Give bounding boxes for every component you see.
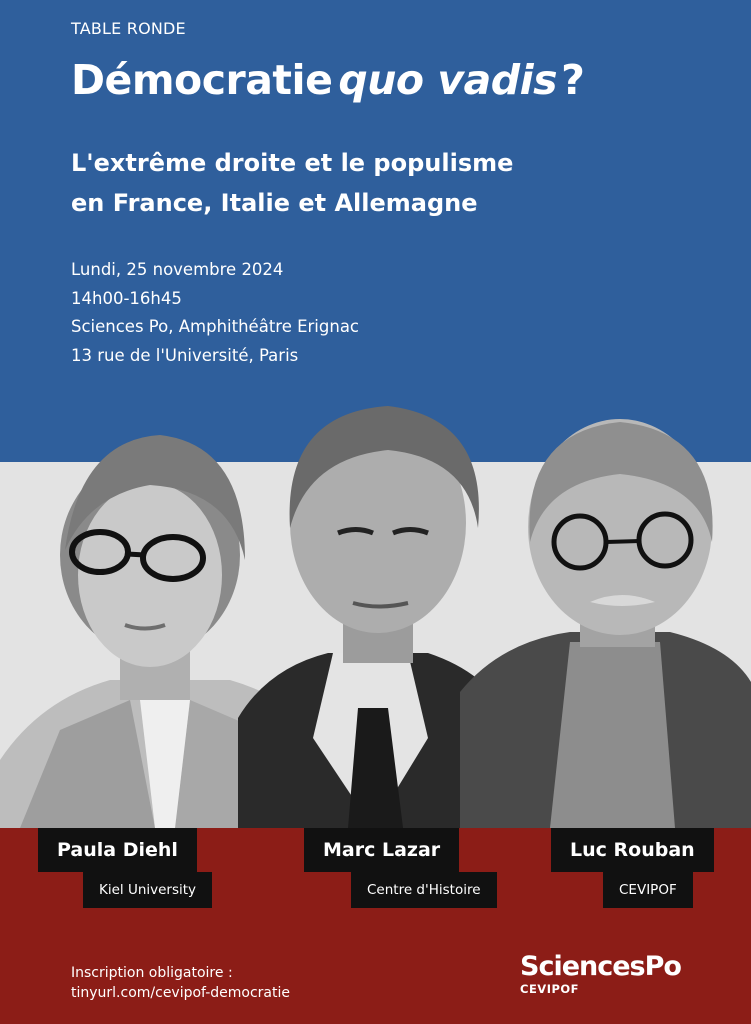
poster-title: [71, 56, 584, 104]
speaker-affiliation-luc-rouban: CEVIPOF: [603, 872, 693, 908]
portrait-luc-rouban: [460, 392, 751, 828]
event-time: 14h00-16h45: [71, 288, 182, 308]
title-main: Démocratie: [71, 56, 333, 104]
inscription: [71, 963, 290, 1003]
event-address: 13 rue de l'Université, Paris: [71, 345, 299, 365]
logo-sub: CEVIPOF: [520, 982, 580, 996]
event-venue: Sciences Po, Amphithéâtre Erignac: [71, 317, 360, 336]
speaker-affiliation-marc-lazar: Centre d'Histoire: [351, 872, 497, 908]
title-punct: ?: [561, 56, 585, 104]
speaker-affiliation-paula-diehl: Kiel University: [83, 872, 212, 908]
subtitle-line-1: L'extrême droite et le populisme: [71, 149, 514, 177]
event-info: [71, 256, 359, 370]
subtitle-line-2: en France, Italie et Allemagne: [71, 189, 478, 217]
sciencespo-logo: [520, 952, 681, 996]
speaker-name-luc-rouban: Luc Rouban: [551, 828, 714, 872]
speaker-name-marc-lazar: Marc Lazar: [304, 828, 459, 872]
eyebrow: TABLE RONDE: [71, 19, 186, 38]
event-date: Lundi, 25 novembre 2024: [71, 260, 284, 279]
inscription-label: Inscription obligatoire :: [71, 965, 233, 981]
title-italic: quo vadis: [338, 56, 558, 104]
speaker-name-paula-diehl: Paula Diehl: [38, 828, 197, 872]
logo-brand: SciencesPo: [520, 951, 681, 982]
subtitle: [71, 143, 671, 223]
inscription-link[interactable]: tinyurl.com/cevipof-democratie: [71, 985, 291, 1001]
